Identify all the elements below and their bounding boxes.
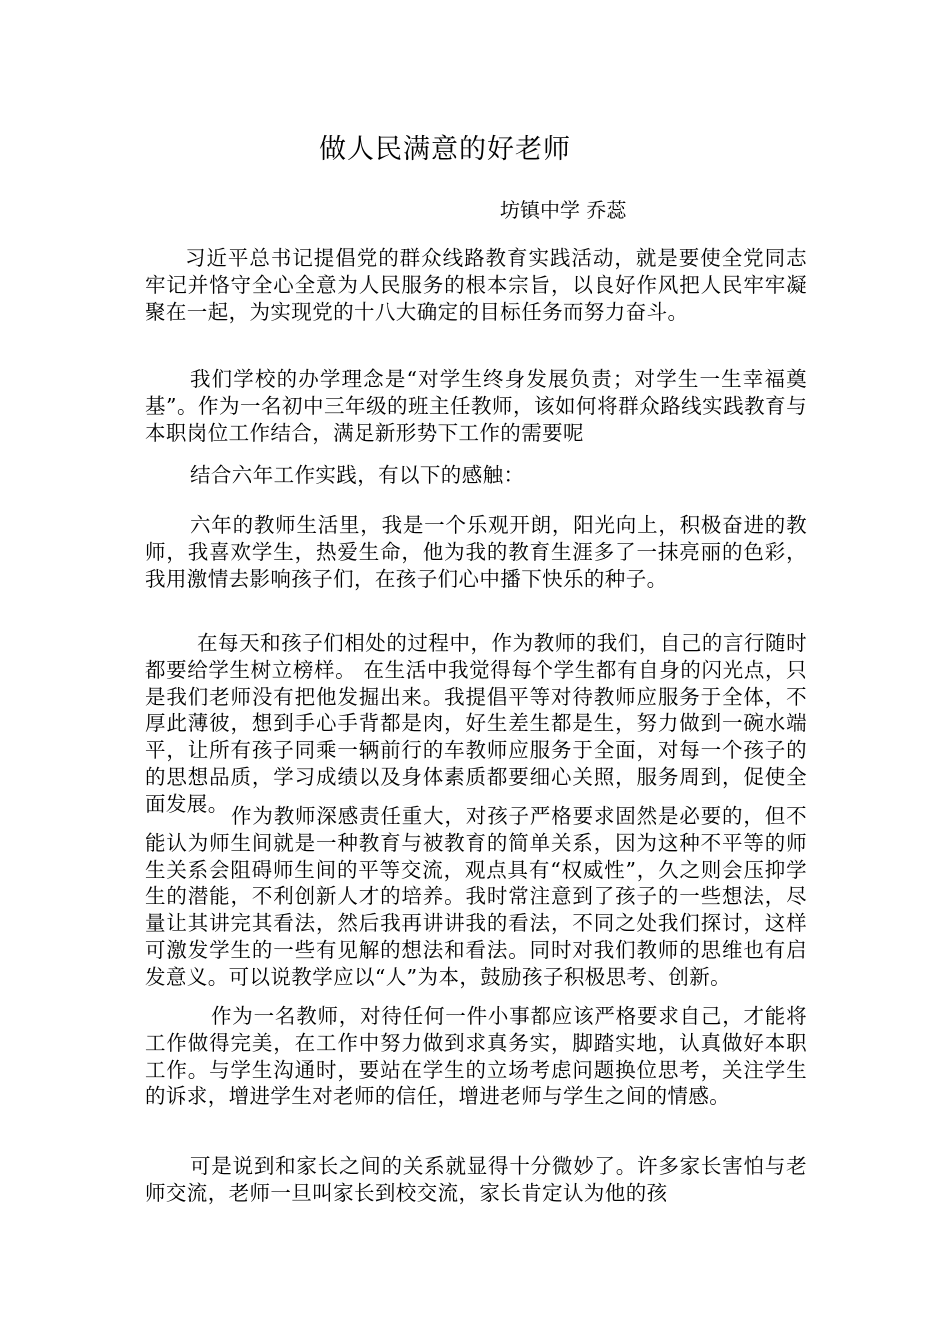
paragraph-8: 可是说到和家长之间的关系就显得十分微妙了。许多家长害怕与老师交流，老师一旦叫家长到校交流，家长肯定认为他的孩 — [145, 1154, 807, 1205]
paragraph-6: 作为教师深感责任重大，对孩子严格要求固然是必要的，但不能认为师生间就是一种教育与被教育的简单关系，因为这种不平等的师生关系会阻碍师生间的平等交流，观点具有“权威性”，久之则会压抑学生的潜能，不利创新人才的培养。我时常注意到了孩子的一些想法，尽量让其讲完其看法，然后我再讲讲我的看法，不同之处我们探讨，这样可激发学生的一些有见解的想法和看法。同时对我们教师的思维也有启发意义。可以说教学应以“人”为本，鼓励孩子积极思考、创新。 — [145, 804, 807, 989]
paragraph-1: 习近平总书记提倡党的群众线路教育实践活动，就是要使全党同志牢记并恪守全心全意为人民服务的根本宗旨，以良好作风把人民牢牢凝聚在一起，为实现党的十八大确定的目标任务而努力奋斗。 — [145, 246, 807, 324]
paragraph-2: 我们学校的办学理念是“对学生终身发展负责；对学生一生幸福奠基”。作为一名初中三年级的班主任教师，该如何将群众路线实践教育与本职岗位工作结合，满足新形势下工作的需要呢 — [145, 367, 807, 445]
paragraph-7: 作为一名教师，对待任何一件小事都应该严格要求自己，才能将工作做得完美，在工作中努力做到求真务实，脚踏实地，认真做好本职工作。与学生沟通时，要站在学生的立场考虑问题换位思考，关注学生的诉求，增进学生对老师的信任，增进老师与学生之间的情感。 — [145, 1004, 807, 1109]
author-byline: 坊镇中学 乔蕊 — [500, 198, 627, 222]
paragraph-3: 结合六年工作实践，有以下的感触： — [190, 463, 525, 487]
document-title: 做人民满意的好老师 — [319, 134, 571, 165]
paragraph-5: 在每天和孩子们相处的过程中，作为教师的我们，自己的言行随时都要给学生树立榜样。 在生活中我觉得每个学生都有自身的闪光点，只是我们老师没有把他发掘出来。我提倡平等对待教师应服务于全体，不厚此薄彼，想到手心手背都是肉，好生差生都是生，努力做到一碗水端平，让所有孩子同乘一辆前行的车教师应服务于全面，对每一个孩子的的思想品质，学习成绩以及身体素质都要细心关照，服务周到，促使全面发展。 — [145, 631, 807, 816]
paragraph-4: 六年的教师生活里，我是一个乐观开朗，阳光向上，积极奋进的教师，我喜欢学生，热爱生命，他为我的教育生涯多了一抹亮丽的色彩，我用激情去影响孩子们，在孩子们心中播下快乐的种子。 — [145, 513, 807, 591]
